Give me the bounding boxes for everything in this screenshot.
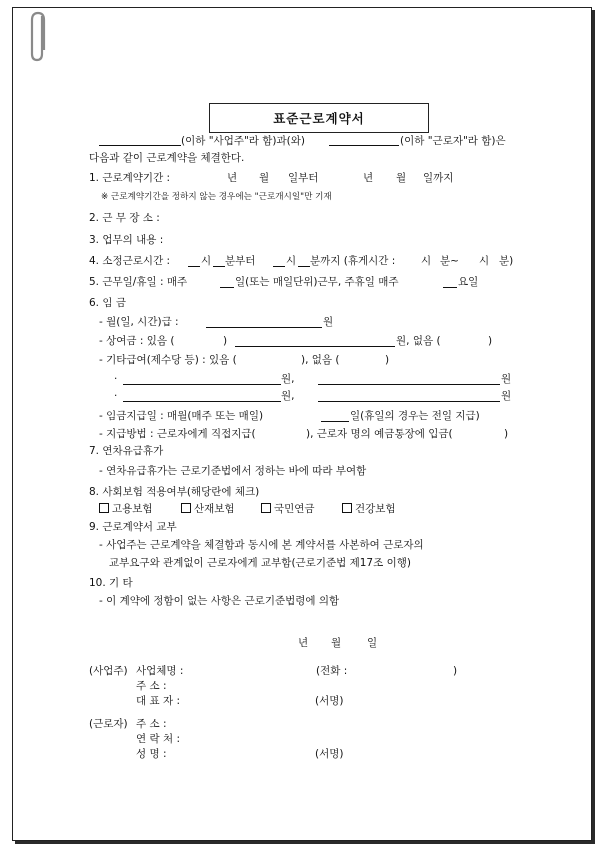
employer-tag: (사업주): [89, 665, 128, 677]
intro-line2: 다음과 같이 근로계약을 체결한다.: [89, 152, 245, 164]
employer-rep-label: 대 표 자 :: [136, 695, 180, 707]
s6-method-c: ): [504, 428, 509, 440]
s6-won: 원: [501, 390, 512, 402]
s8-head: 8. 사회보험 적용여부(해당란에 체크): [89, 486, 260, 498]
s7-head: 7. 연차유급휴가: [89, 445, 164, 457]
s4-hour2: 시: [286, 255, 297, 267]
worker-contact-label: 연 락 처 :: [136, 733, 180, 745]
s6-bonus-a: - 상여금 : 있음 (: [99, 335, 175, 347]
intro-employer-ref: (이하 "사업주"라 함)과(와): [181, 135, 306, 147]
s6-other-c: ): [385, 354, 390, 366]
title-text: 표준근로계약서: [273, 111, 365, 126]
s4-blank: [298, 266, 310, 267]
s6-other-b: ), 없음 (: [301, 354, 340, 366]
s6-pay-b: 일(휴일의 경우는 전일 지급): [350, 410, 480, 422]
s9-head: 9. 근로계약서 교부: [89, 521, 177, 533]
s1-year1: 년: [227, 172, 238, 184]
s5-b: 일(또는 매일단위)근무, 주휴일 매주: [235, 276, 399, 288]
intro-worker-ref: (이하 "근로자"라 함)은: [400, 135, 506, 147]
s10-head: 10. 기 타: [89, 577, 133, 589]
s6-monthly: - 월(일, 시간)급 :: [99, 316, 179, 328]
s6-other-a: - 기타급여(제수당 등) : 있음 (: [99, 354, 237, 366]
employer-name-line: [99, 145, 181, 146]
s1-day2: 일까지: [423, 172, 454, 184]
s1-month2: 월: [396, 172, 407, 184]
s1-note: ※ 근로계약기간을 정하지 않는 경우에는 "근로개시일"만 기재: [101, 192, 332, 202]
document-page: [12, 7, 592, 841]
s8-item-health[interactable]: [342, 502, 396, 516]
s6-monthly-line: [206, 327, 322, 328]
s9-line2: 교부요구와 관계없이 근로자에게 교부함(근로기준법 제17조 이행): [109, 557, 411, 569]
employer-biz-label: 사업체명 :: [136, 665, 184, 677]
worker-tag: (근로자): [89, 718, 128, 730]
date-day: 일: [367, 637, 378, 649]
s8-item-employment[interactable]: [99, 502, 153, 516]
s4-hour1: 시: [201, 255, 212, 267]
s5-blank: [220, 287, 234, 288]
s1-month1: 월: [259, 172, 270, 184]
s7-body: - 연차유급휴가는 근로기준법에서 정하는 바에 따라 부여함: [99, 465, 367, 477]
s1-day1: 일부터: [288, 172, 319, 184]
paperclip-icon: [29, 10, 49, 64]
s6-method-b: ), 근로자 명의 예금통장에 입금(: [306, 428, 453, 440]
s4-break-hour: 시: [421, 255, 432, 267]
s8-item-label: 고용보험: [112, 503, 153, 515]
s6-won-comma: 원,: [281, 390, 295, 402]
employer-addr-label: 주 소 :: [136, 680, 167, 692]
checkbox-national-pension[interactable]: [261, 503, 271, 513]
s1-label: 1. 근로계약기간 :: [89, 172, 171, 184]
s6-head: 6. 임 금: [89, 297, 126, 309]
s4-break-end-hour: 시: [479, 255, 490, 267]
worker-addr-label: 주 소 :: [136, 718, 167, 730]
date-year: 년: [298, 637, 309, 649]
s8-item-label: 건강보험: [355, 503, 396, 515]
s2-label: 2. 근 무 장 소 :: [89, 212, 160, 224]
s6-other-line: [318, 401, 500, 402]
s8-item-pension[interactable]: [261, 502, 315, 516]
s4-min2: 분까지 (휴게시간 :: [310, 255, 396, 267]
s9-line1: - 사업주는 근로계약을 체결함과 동시에 본 계약서를 사본하여 근로자의: [99, 539, 424, 551]
s4-label: 4. 소정근로시간 :: [89, 255, 171, 267]
employer-phone-b: ): [453, 665, 458, 677]
s6-bonus-d: ): [488, 335, 493, 347]
s6-won: 원: [323, 316, 334, 328]
worker-sign: (서명): [315, 748, 344, 760]
s5-a: 5. 근무일/휴일 : 매주: [89, 276, 188, 288]
s6-pay-a: - 임금지급일 : 매월(매주 또는 매일): [99, 410, 264, 422]
s8-item-label: 국민연금: [274, 503, 315, 515]
s10-body: - 이 계약에 정함이 없는 사항은 근로기준법령에 의함: [99, 595, 340, 607]
s6-pay-line: [321, 421, 349, 422]
s6-dot: ·: [114, 373, 118, 385]
checkbox-accident-insurance[interactable]: [181, 503, 191, 513]
s8-item-label: 산재보험: [194, 503, 235, 515]
s6-dot: ·: [114, 390, 118, 402]
s5-c: 요일: [458, 276, 479, 288]
s3-label: 3. 업무의 내용 :: [89, 234, 164, 246]
checkbox-health-insurance[interactable]: [342, 503, 352, 513]
employer-sign: (서명): [315, 695, 344, 707]
s4-break-end-min: 분): [499, 255, 514, 267]
s6-bonus-c: 원, 없음 (: [396, 335, 441, 347]
document-title: [209, 103, 429, 133]
s4-blank: [273, 266, 285, 267]
s6-won-comma: 원,: [281, 373, 295, 385]
s6-method-a: - 지급방법 : 근로자에게 직접지급(: [99, 428, 256, 440]
s6-bonus-line: [235, 346, 395, 347]
s1-year2: 년: [363, 172, 374, 184]
s6-won: 원: [501, 373, 512, 385]
s4-break-min: 분~: [440, 255, 459, 267]
s4-blank: [213, 266, 225, 267]
employer-phone-a: (전화 :: [316, 665, 348, 677]
worker-name-line: [329, 145, 399, 146]
s4-blank: [188, 266, 200, 267]
s6-bonus-b: ): [223, 335, 228, 347]
s6-other-line: [123, 401, 281, 402]
checkbox-employment-insurance[interactable]: [99, 503, 109, 513]
worker-name-label: 성 명 :: [136, 748, 167, 760]
s8-item-accident[interactable]: [181, 502, 235, 516]
s6-other-line: [318, 384, 500, 385]
s6-other-line: [123, 384, 281, 385]
date-month: 월: [331, 637, 342, 649]
s5-blank: [443, 287, 457, 288]
s4-min1: 분부터: [225, 255, 256, 267]
